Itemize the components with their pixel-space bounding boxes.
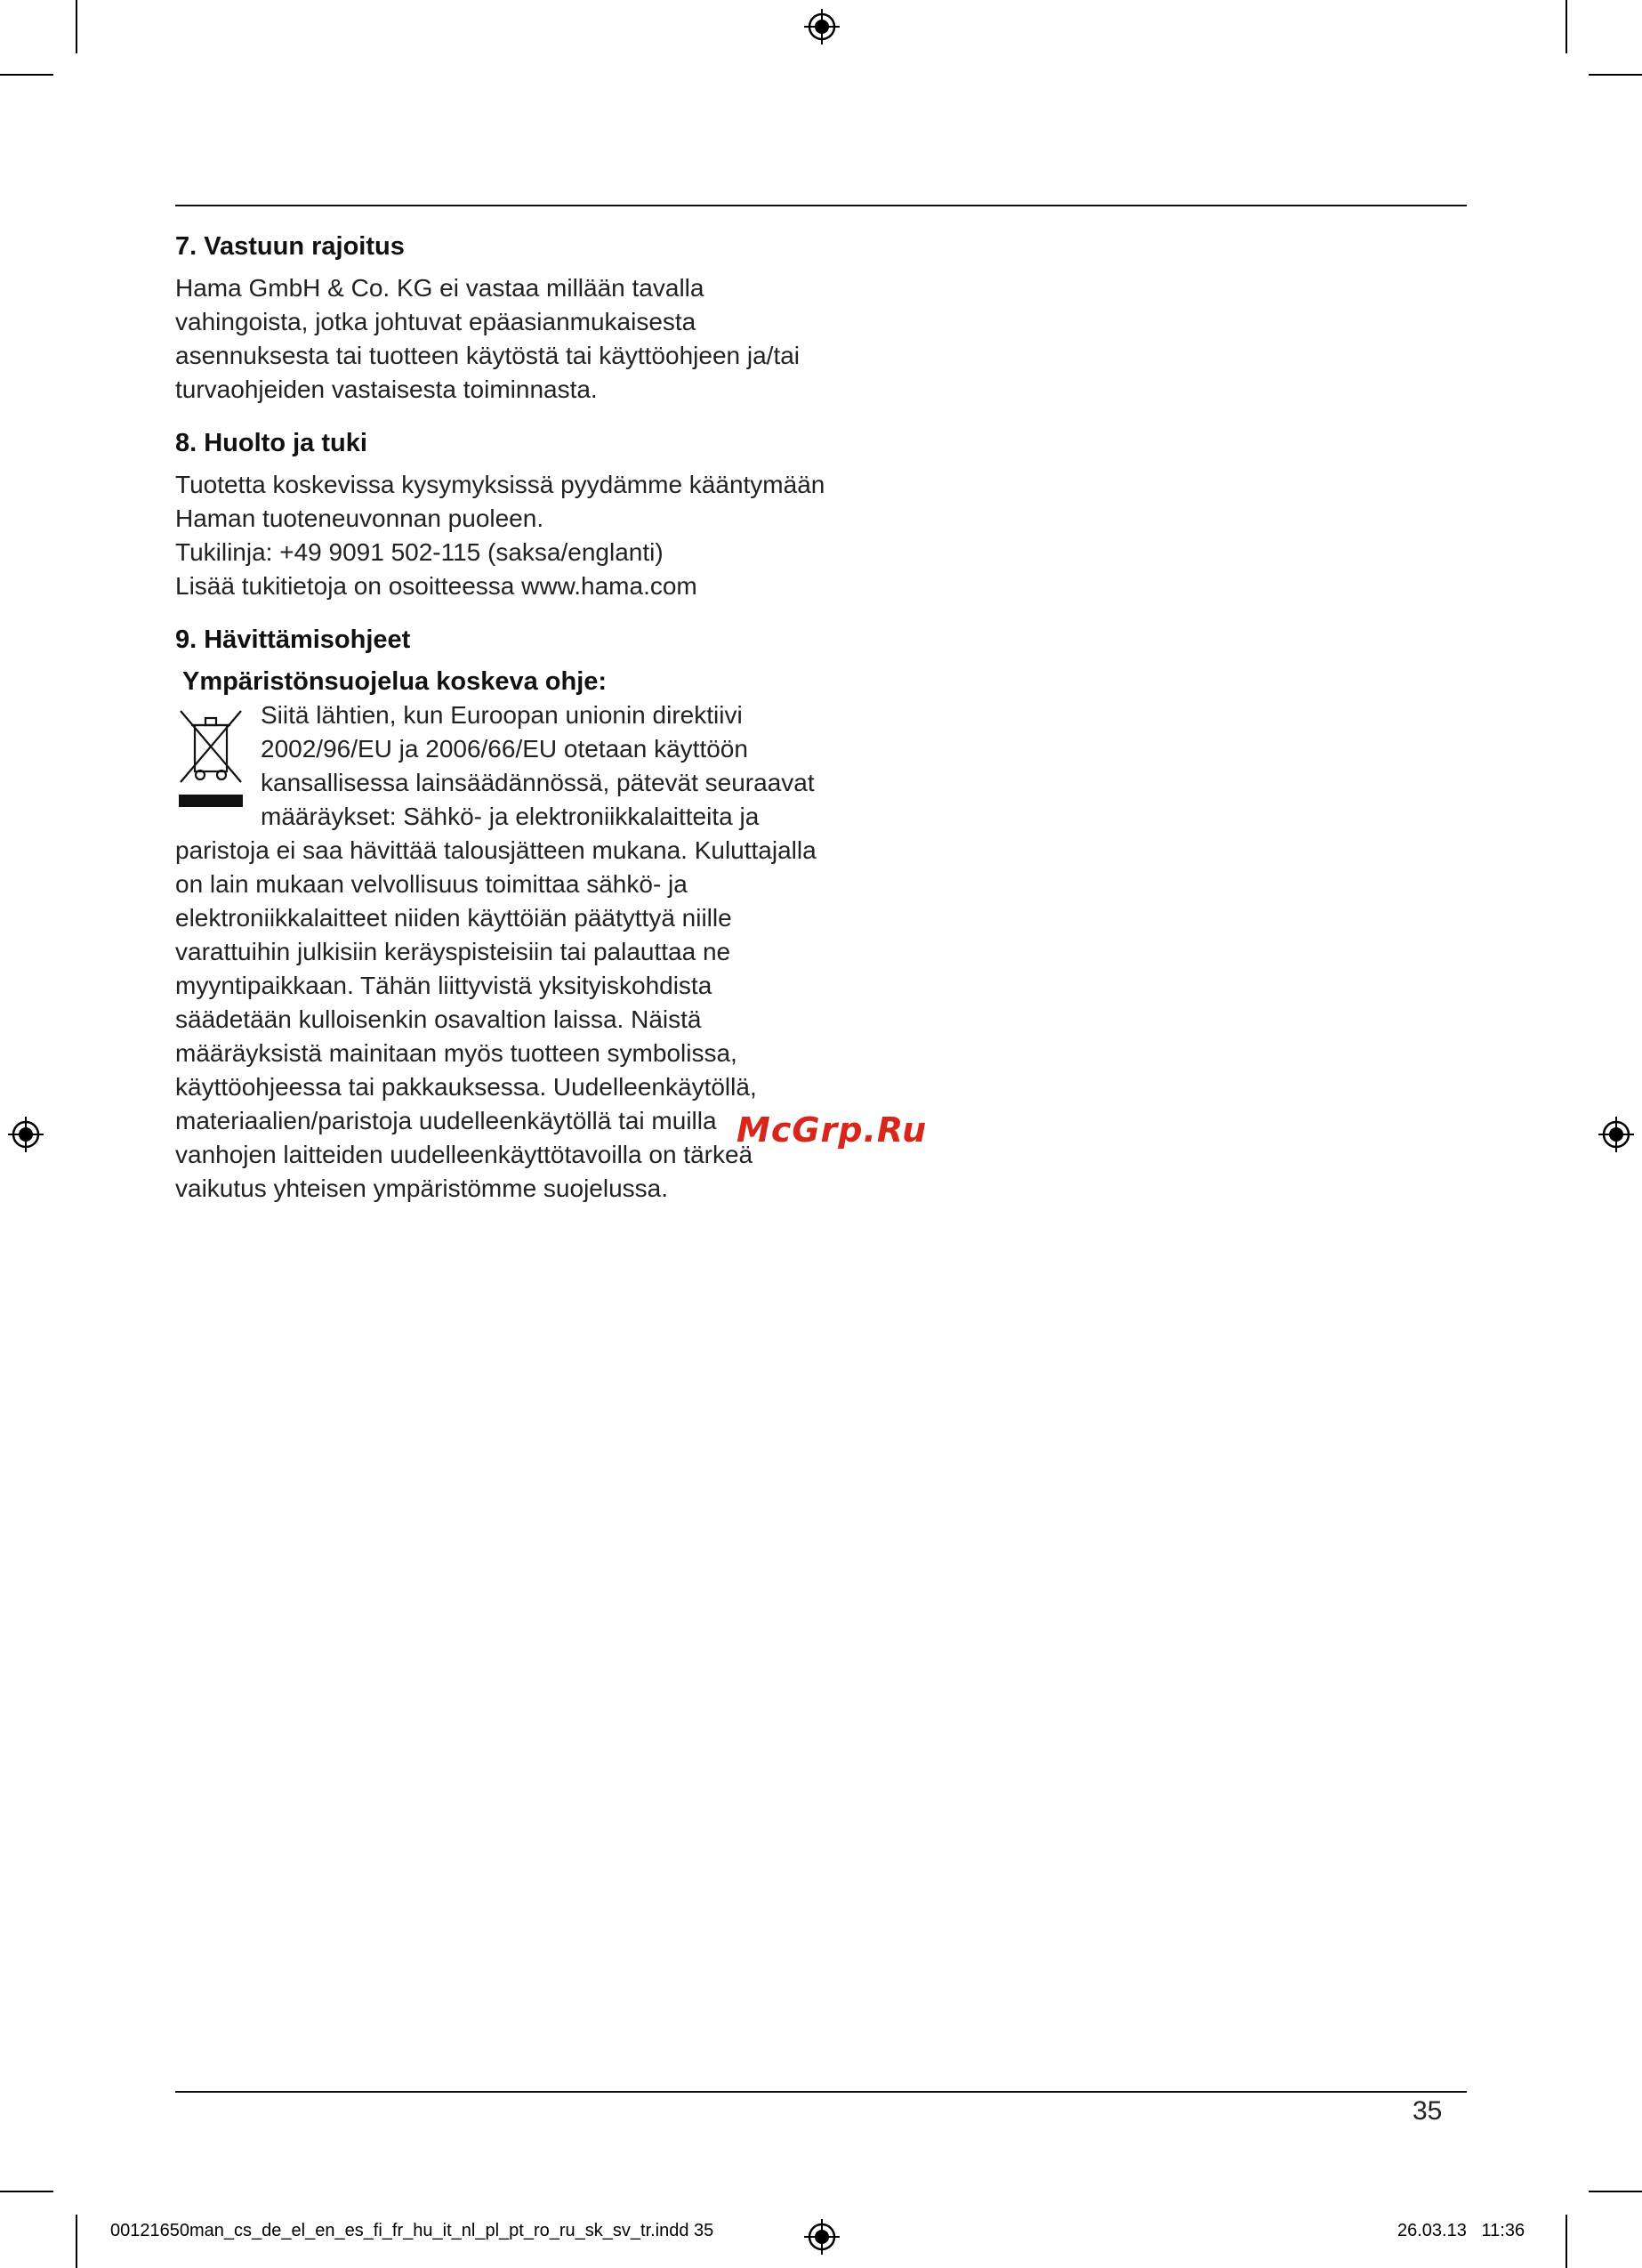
footer-filename: 00121650man_cs_de_el_en_es_fi_fr_hu_it_nl_pl_pt_ro_ru_sk_sv_tr.indd 35 bbox=[110, 2221, 714, 2240]
environment-note-body: paristoja ei saa hävittää talousjätteen mukana. Kuluttajalla on lain mukaan velvollisuus toimittaa sähkö- ja elektroniikkalaitteet niiden käyttöiän päätyttyä niille varattuihin julkisiin keräyspisteisiin tai palauttaa ne myyntipaikkaan. Tähän liittyvistä yksityiskohdista säädetään kulloisenkin osavaltion laissa. Näistä määräyksistä mainitaan myös tuotteen symbolissa, käyttöohjeessa tai pakkauksessa. Uudelleenkäytöllä, materiaalien/paristoja uudelleenkäytöllä tai muilla vanhojen laitteiden uudelleenkäyttötavoilla on tärkeä vaikutus yhteisen ympäristömme suojelussa. bbox=[175, 836, 817, 1202]
crop-mark bbox=[1589, 74, 1642, 76]
section-service bbox=[175, 426, 851, 603]
section-heading: 8. Huolto ja tuki bbox=[175, 429, 367, 457]
crop-mark bbox=[0, 74, 53, 76]
crop-mark bbox=[76, 0, 77, 53]
section-heading: 9. Hävittämisohjeet bbox=[175, 626, 411, 654]
crop-mark bbox=[1589, 2191, 1642, 2192]
crossed-out-wheelie-bin-icon bbox=[175, 706, 246, 812]
page-content bbox=[175, 230, 851, 1225]
registration-mark-icon bbox=[1598, 1117, 1634, 1152]
crop-mark bbox=[0, 2191, 53, 2192]
header-rule bbox=[175, 205, 1467, 206]
footer-date: 26.03.13 11:36 bbox=[1397, 2221, 1525, 2240]
section-liability bbox=[175, 230, 851, 407]
footer-rule bbox=[175, 2091, 1467, 2093]
crop-mark bbox=[1566, 2215, 1567, 2268]
crop-mark bbox=[76, 2215, 77, 2268]
section-heading: 7. Vastuun rajoitus bbox=[175, 232, 405, 261]
page-number: 35 bbox=[1413, 2096, 1443, 2126]
watermark: McGrp.Ru bbox=[736, 1110, 928, 1150]
section-subheading: Ympäristönsuojelua koskeva ohje: bbox=[182, 667, 608, 696]
crop-mark bbox=[1566, 0, 1567, 53]
registration-mark-icon bbox=[804, 2219, 840, 2255]
registration-mark-icon bbox=[8, 1117, 44, 1152]
environment-note-lead: Siitä lähtien, kun Euroopan unionin direktiivi 2002/96/EU ja 2006/66/EU otetaan käyttöön kansallisessa lainsäädännössä, pätevät seuraavat määräykset: Sähkö- ja elektroniikkalaitteita ja bbox=[261, 701, 815, 830]
section-body: Tuotetta koskevissa kysymyksissä pyydämme kääntymään Haman tuoteneuvonnan puoleen. Tukilinja: +49 9091 502-115 (saksa/englanti) Lisää tukitietoja on osoitteessa www.hama.com bbox=[175, 471, 825, 600]
registration-mark-icon bbox=[804, 9, 840, 44]
section-body: Hama GmbH & Co. KG ei vastaa millään tavalla vahingoista, jotka johtuvat epäasianmukaisesta asennuksesta tai tuotteen käytöstä tai käyttöohjeen ja/tai turvaohjeiden vastaisesta toiminnasta. bbox=[175, 274, 801, 403]
